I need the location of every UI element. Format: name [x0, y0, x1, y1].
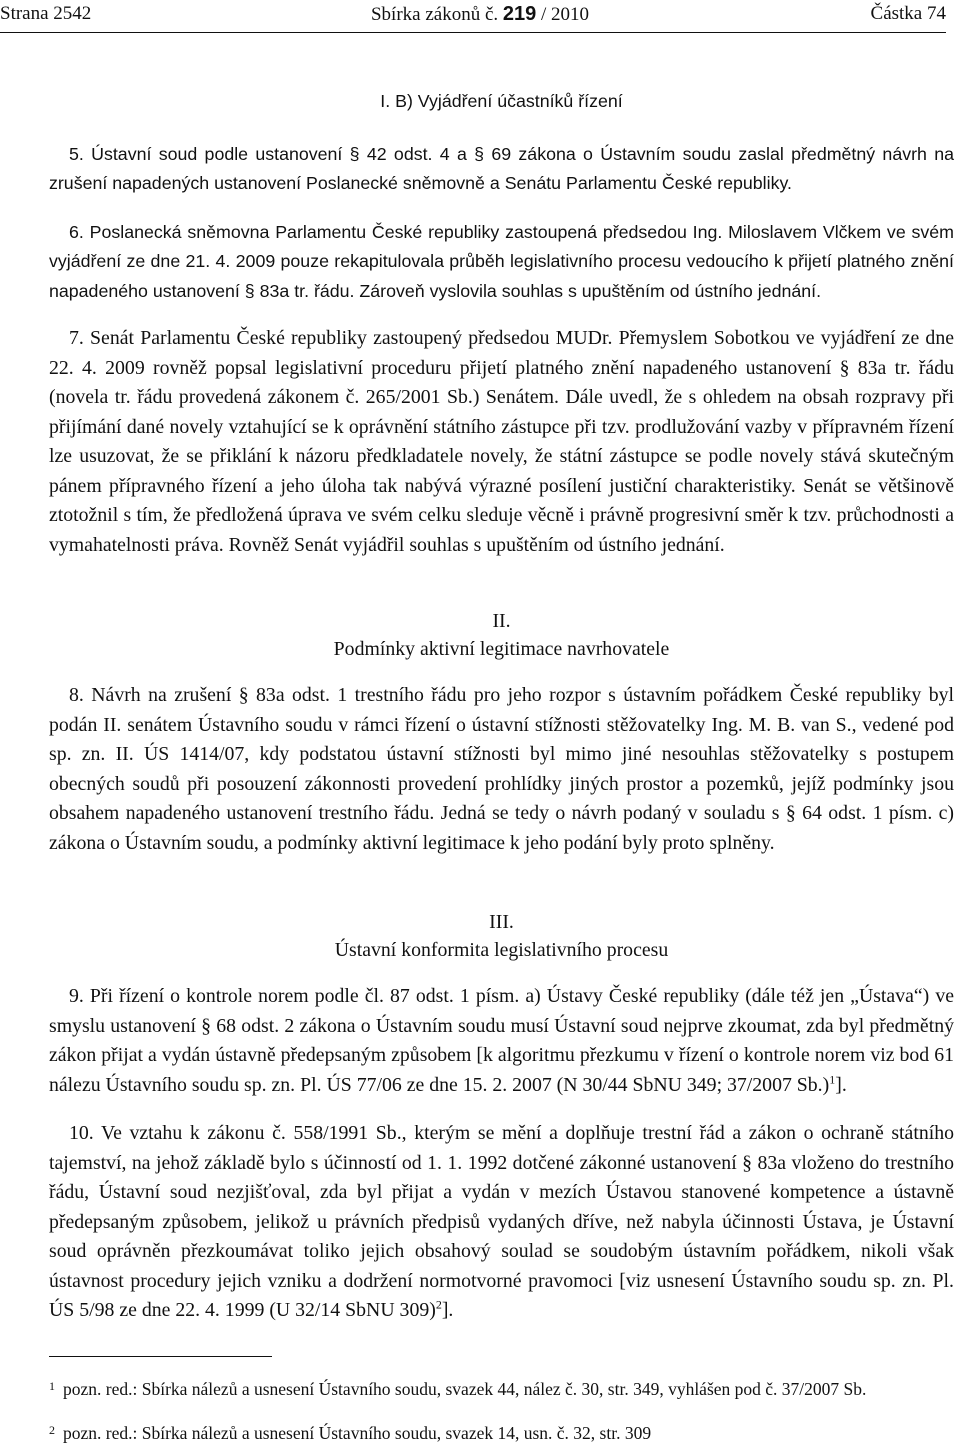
footnote-rule [49, 1356, 272, 1357]
footnote-ref-2: 2 [435, 1297, 442, 1312]
section-numeral-iii: III. [489, 911, 514, 933]
header-rule [0, 32, 946, 33]
paragraph-5: 5. Ústavní soud podle ustanovení § 42 odst. 4 a § 69 zákona o Ústavním soudu zaslal předmětný návrh na zrušení napadených ustanovení Poslanecké sněmovně a Senátu Parlamentu České republiky. [49, 143, 954, 193]
footnote-ref-1: 1 [829, 1071, 836, 1086]
section-title-ii: Podmínky aktivní legitimace navrhovatele [333, 637, 670, 660]
paragraph-9-text: 9. Při řízení o kontrole norem podle čl. 87 odst. 1 písm. a) Ústavy České republiky (dále též jen „Ústava“) ve smyslu ustanovení § 68 odst. 2 zákona o Ústavním soudu musí Ústavní soud nejprve zkoumat, zda byl předmětný zákon přijat a vydán ústavně předepsaným způsobem [k algoritmu přezkumu v řízení o kontrole norem viz bod 61 nálezu Ústavního soudu sp. zn. Pl. ÚS 77/06 ze dne 15. 2. 2007 (N 30/44 SbNU 349; 37/2007 Sb.) [49, 985, 954, 1096]
paragraph-6: 6. Poslanecká sněmovna Parlamentu České republiky zastoupená předsedou Ing. Miloslavem Vlčkem ve svém vyjádření ze dne 21. 4. 2009 pouze rekapitulovala průběh legislativního procesu vedoucího k přijetí platného znění napadeného ustanovení § 83a tr. řádu. Zároveň vyslovila souhlas s upuštěním od ústního jednání. [49, 221, 954, 301]
paragraph-7: 7. Senát Parlamentu České republiky zastoupený předsedou MUDr. Přemyslem Sobotkou ve vyjádření ze dne 22. 4. 2009 rovněž popsal legislativní proceduru přijetí platného znění napadeného ustanovení § 83a tr. řádu (novela tr. řádu provedená zákonem č. 265/2001 Sb.) Senátem. Dále uvedl, že s ohledem na obsah rozpravy při přijímání dané novely vztahující se k oprávnění státního zástupce při tzv. prodlužování vazby v přípravném řízení lze usuzovat, že se přiklání k názoru předkladatele novely, že státní zástupce se podle novely stává skutečným pánem přípravného řízení a jeho úloha tak nabývá výrazné posílení justiční charakteristiky. Senát se většinově ztotožnil s tím, že předložená úprava ve svém celku sleduje věcně i právně progresivní směr k tzv. průchodnosti a vymahatelnosti práva. Rovněž Senát vyjádřil souhlas s upuštěním od ústního jednání. [49, 327, 954, 556]
footnote-1 [49, 1378, 954, 1401]
footnote-2 [49, 1422, 954, 1445]
footnote-number-1: 1 [49, 1379, 55, 1393]
footnote-number-2: 2 [49, 1423, 55, 1437]
section-heading-i-b: I. B) Vyjádření účastníků řízení [380, 91, 623, 111]
page-body [49, 80, 954, 1326]
section-title-iii: Ústavní konformita legislativního procesu [334, 938, 669, 961]
page-header [0, 0, 960, 34]
collection-prefix: Sbírka zákonů č. [370, 4, 499, 25]
collection-title [0, 3, 960, 26]
paragraph-10 [49, 1119, 954, 1326]
collection-year: / 2010 [541, 4, 590, 25]
footnote-text-2: pozn. red.: Sbírka nálezů a usnesení Ústavního soudu, svazek 14, usn. č. 32, str. 309 [63, 1423, 652, 1443]
section-numeral-ii: II. [492, 610, 511, 632]
part-label: Částka 74 [870, 3, 946, 24]
paragraph-10-end: ]. [441, 1299, 454, 1321]
paragraph-9 [49, 982, 954, 1100]
collection-number: 219 [502, 3, 537, 25]
paragraph-9-end: ]. [835, 1073, 847, 1096]
page-number: Strana 2542 [0, 3, 92, 24]
paragraph-10-text: 10. Ve vztahu k zákonu č. 558/1991 Sb., kterým se mění a doplňuje trestní řád a zákon o ochraně státního tajemství, na jehož základě bylo s účinností od 1. 1. 1992 dotčené zákonné ustanovení § 83a vloženo do trestního řádu, Ústavní soud nezjišťoval, zda byl přijat a vydán v mezích Ústavou stanovené kompetence a ústavně předepsaným způsobem, jelikož u právních předpisů vydaných dříve, než nabyla účinnosti Ústava, je Ústavní soud oprávněn přezkoumávat toliko jejich obsahový soulad se soudobým ústavním pořádkem, nikoli však ústavnost procedury jejich vzniku a dodržení normotvorné pravomoci [viz usnesení Ústavního soudu sp. zn. Pl. ÚS 5/98 ze dne 22. 4. 1999 (U 32/14 SbNU 309) [49, 1122, 954, 1321]
footnote-text-1: pozn. red.: Sbírka nálezů a usnesení Ústavního soudu, svazek 44, nález č. 30, str. 349, vyhlášen pod č. 37/2007 Sb. [63, 1379, 867, 1399]
paragraph-8: 8. Návrh na zrušení § 83a odst. 1 trestního řádu pro jeho rozpor s ústavním pořádkem České republiky byl podán II. senátem Ústavního soudu v rámci řízení o ústavní stížnosti stěžovatelky Ing. M. B. van S., vedené pod sp. zn. II. ÚS 1414/07, kdy podstatou ústavní stížnosti byl mimo jiné nesouhlas stěžovatelky s postupem obecných soudů při posouzení zákonnosti provedení prohlídky jiných prostor a pozemků, jejíž podmínky jsou obsahem napadeného ustanovení trestního řádu. Jedná se tedy o návrh podaný v souladu s § 64 odst. 1 písm. c) zákona o Ústavním soudu, a podmínky aktivní legitimace k jeho podání byly proto splněny. [49, 684, 954, 854]
